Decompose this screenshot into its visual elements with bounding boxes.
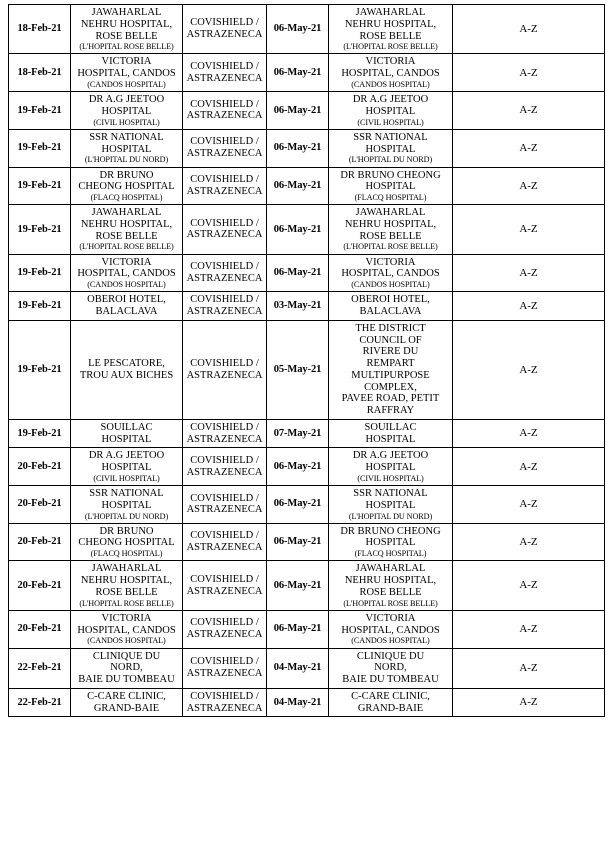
cell-vaccine-name xyxy=(183,5,267,54)
cell-vaccine-name xyxy=(183,486,267,524)
text-line: COVISHIELD / xyxy=(190,98,259,110)
table-row xyxy=(9,205,605,254)
cell-next-site xyxy=(329,688,453,717)
table-row xyxy=(9,648,605,688)
text-line: CLINIQUE DU xyxy=(356,650,425,662)
cell-vaccine-name xyxy=(183,523,267,561)
text-line: ASTRAZENECA xyxy=(186,702,263,714)
site-alias: (CIVIL HOSPITAL) xyxy=(93,117,160,127)
cell-vaccine-name xyxy=(183,648,267,688)
text-line: NEHRU HOSPITAL, xyxy=(344,18,437,30)
text-line: COVISHIELD / xyxy=(190,454,259,466)
text-line: JAWAHARLAL xyxy=(355,207,426,219)
cell-next-date: 03-May-21 xyxy=(267,292,329,321)
cell-vaccination-site xyxy=(71,54,183,92)
text-line: C-CARE CLINIC, xyxy=(351,690,430,702)
cell-next-site xyxy=(329,205,453,254)
site-alias: (FLACQ HOSPITAL) xyxy=(90,193,163,202)
text-line: VICTORIA xyxy=(101,612,152,624)
cell-next-site xyxy=(329,5,453,54)
cell-vaccination-site xyxy=(71,648,183,688)
cell-date-given: 19-Feb-21 xyxy=(9,254,71,292)
text-line: COVISHIELD / xyxy=(190,294,259,306)
table-row xyxy=(9,254,605,292)
text-line: DR A.G JEETOO xyxy=(88,94,165,106)
text-line: ASTRAZENECA xyxy=(186,185,263,197)
cell-vaccination-site xyxy=(71,254,183,292)
text-line: C-CARE CLINIC, xyxy=(87,690,166,702)
text-line: ASTRAZENECA xyxy=(186,369,263,381)
text-line: RIVERE DU xyxy=(362,346,419,358)
text-line: REMPART xyxy=(366,358,415,370)
cell-vaccination-site xyxy=(71,448,183,486)
cell-date-given: 19-Feb-21 xyxy=(9,419,71,448)
text-line: ROSE BELLE xyxy=(95,586,158,598)
table-row xyxy=(9,320,605,419)
site-alias: (CANDOS HOSPITAL) xyxy=(351,280,430,290)
cell-batch: A-Z xyxy=(453,254,605,292)
text-line: COVISHIELD / xyxy=(190,174,259,186)
cell-date-given: 19-Feb-21 xyxy=(9,92,71,130)
text-line: DR BRUNO xyxy=(99,169,154,181)
cell-next-site xyxy=(329,129,453,167)
text-line: NEHRU HOSPITAL, xyxy=(80,18,173,30)
site-alias: (CANDOS HOSPITAL) xyxy=(87,79,166,89)
cell-date-given: 20-Feb-21 xyxy=(9,486,71,524)
text-line: ROSE BELLE xyxy=(359,586,422,598)
cell-next-site xyxy=(329,254,453,292)
table-row xyxy=(9,486,605,524)
text-line: HOSPITAL, CANDOS xyxy=(77,624,176,636)
cell-batch: A-Z xyxy=(453,292,605,321)
cell-batch: A-Z xyxy=(453,648,605,688)
cell-vaccination-site xyxy=(71,419,183,448)
cell-date-given: 19-Feb-21 xyxy=(9,320,71,419)
cell-batch: A-Z xyxy=(453,486,605,524)
cell-vaccination-site xyxy=(71,688,183,717)
text-line: DR A.G JEETOO xyxy=(88,450,165,462)
cell-next-site xyxy=(329,54,453,92)
cell-vaccine-name xyxy=(183,54,267,92)
text-line: COVISHIELD / xyxy=(190,573,259,585)
cell-date-given: 20-Feb-21 xyxy=(9,448,71,486)
cell-vaccine-name xyxy=(183,561,267,610)
cell-next-date: 06-May-21 xyxy=(267,167,329,205)
text-line: ASTRAZENECA xyxy=(186,504,263,516)
text-line: OBEROI HOTEL, xyxy=(351,294,430,306)
text-line: SOUILLAC xyxy=(100,421,153,433)
table-row xyxy=(9,523,605,561)
cell-next-site xyxy=(329,523,453,561)
cell-date-given: 19-Feb-21 xyxy=(9,292,71,321)
cell-next-site xyxy=(329,486,453,524)
site-alias: (L'HOPITAL ROSE BELLE) xyxy=(343,242,438,252)
text-line: NEHRU HOSPITAL, xyxy=(80,218,173,230)
cell-vaccine-name xyxy=(183,419,267,448)
text-line: JAWAHARLAL xyxy=(91,207,162,219)
text-line: ROSE BELLE xyxy=(359,30,422,42)
site-alias: (L'HOPITAL ROSE BELLE) xyxy=(343,42,438,52)
text-line: OBEROI HOTEL, xyxy=(87,294,166,306)
text-line: DR BRUNO xyxy=(99,525,154,537)
site-alias: (L'HOPITAL DU NORD) xyxy=(348,511,433,521)
text-line: HOSPITAL, CANDOS xyxy=(341,268,440,280)
site-alias: (L'HOPITAL DU NORD) xyxy=(84,155,169,165)
text-line: HOSPITAL xyxy=(101,499,152,511)
text-line: VICTORIA xyxy=(101,256,152,268)
table-row xyxy=(9,5,605,54)
text-line: LE PESCATORE, xyxy=(88,358,165,370)
table-row xyxy=(9,54,605,92)
text-line: BAIE DU TOMBEAU xyxy=(342,674,439,685)
text-line: DR A.G JEETOO xyxy=(352,450,429,462)
text-line: CHEONG HOSPITAL xyxy=(78,181,175,193)
cell-batch: A-Z xyxy=(453,419,605,448)
site-alias: (CANDOS HOSPITAL) xyxy=(87,636,166,646)
cell-vaccination-site xyxy=(71,167,183,205)
table-row xyxy=(9,129,605,167)
cell-vaccine-name xyxy=(183,254,267,292)
site-alias: (L'HOPITAL ROSE BELLE) xyxy=(79,598,174,608)
site-alias: (L'HOPITAL DU NORD) xyxy=(84,511,169,521)
text-line: VICTORIA xyxy=(365,56,416,68)
cell-next-date: 06-May-21 xyxy=(267,448,329,486)
vaccination-schedule-table xyxy=(8,4,605,717)
site-alias: (CIVIL HOSPITAL) xyxy=(357,473,424,483)
text-line: ASTRAZENECA xyxy=(186,110,263,122)
cell-vaccine-name xyxy=(183,205,267,254)
text-line: HOSPITAL, CANDOS xyxy=(77,268,176,280)
text-line: CHEONG HOSPITAL xyxy=(78,537,175,549)
cell-date-given: 19-Feb-21 xyxy=(9,129,71,167)
cell-vaccination-site xyxy=(71,92,183,130)
text-line: BAIE DU TOMBEAU xyxy=(78,674,175,685)
cell-batch: A-Z xyxy=(453,523,605,561)
text-line: DR BRUNO CHEONG xyxy=(340,169,441,181)
table-row xyxy=(9,448,605,486)
text-line: ASTRAZENECA xyxy=(186,72,263,84)
text-line: ASTRAZENECA xyxy=(186,306,263,318)
cell-next-site xyxy=(329,648,453,688)
text-line: COVISHIELD / xyxy=(190,61,259,73)
cell-next-date: 06-May-21 xyxy=(267,486,329,524)
text-line: HOSPITAL, CANDOS xyxy=(341,68,440,80)
text-line: HOSPITAL xyxy=(365,462,416,474)
text-line: ASTRAZENECA xyxy=(186,272,263,284)
text-line: COUNCIL OF xyxy=(359,334,422,346)
text-line: ASTRAZENECA xyxy=(186,433,263,445)
text-line: NEHRU HOSPITAL, xyxy=(344,218,437,230)
cell-date-given: 20-Feb-21 xyxy=(9,561,71,610)
cell-next-site xyxy=(329,448,453,486)
text-line: COMPLEX, xyxy=(364,381,417,393)
cell-batch: A-Z xyxy=(453,320,605,419)
text-line: NORD, xyxy=(374,662,407,674)
cell-next-site xyxy=(329,167,453,205)
cell-batch: A-Z xyxy=(453,54,605,92)
cell-next-site xyxy=(329,292,453,321)
cell-next-site xyxy=(329,419,453,448)
text-line: JAWAHARLAL xyxy=(91,563,162,575)
cell-vaccine-name xyxy=(183,292,267,321)
cell-vaccination-site xyxy=(71,523,183,561)
cell-date-given: 20-Feb-21 xyxy=(9,610,71,648)
text-line: NEHRU HOSPITAL, xyxy=(80,575,173,587)
table-row xyxy=(9,167,605,205)
cell-vaccination-site xyxy=(71,129,183,167)
text-line: ROSE BELLE xyxy=(359,230,422,242)
text-line: BALACLAVA xyxy=(359,306,422,318)
table-row xyxy=(9,292,605,321)
text-line: JAWAHARLAL xyxy=(91,7,162,18)
cell-batch: A-Z xyxy=(453,167,605,205)
cell-next-site xyxy=(329,610,453,648)
cell-date-given: 19-Feb-21 xyxy=(9,167,71,205)
text-line: GRAND-BAIE xyxy=(93,702,160,714)
text-line: ROSE BELLE xyxy=(95,30,158,42)
cell-vaccine-name xyxy=(183,320,267,419)
text-line: COVISHIELD / xyxy=(190,261,259,273)
cell-vaccine-name xyxy=(183,448,267,486)
site-alias: (L'HOPITAL ROSE BELLE) xyxy=(343,598,438,608)
text-line: JAWAHARLAL xyxy=(355,563,426,575)
cell-vaccination-site xyxy=(71,486,183,524)
site-alias: (FLACQ HOSPITAL) xyxy=(354,549,427,559)
cell-batch: A-Z xyxy=(453,610,605,648)
text-line: HOSPITAL xyxy=(365,181,416,193)
table-body xyxy=(9,5,605,717)
text-line: PAVEE ROAD, PETIT xyxy=(341,393,440,405)
site-alias: (L'HOPITAL ROSE BELLE) xyxy=(79,242,174,252)
cell-next-date: 05-May-21 xyxy=(267,320,329,419)
cell-vaccine-name xyxy=(183,610,267,648)
cell-next-date: 06-May-21 xyxy=(267,92,329,130)
cell-batch: A-Z xyxy=(453,561,605,610)
site-alias: (L'HOPITAL ROSE BELLE) xyxy=(79,42,174,52)
site-alias: (CIVIL HOSPITAL) xyxy=(357,117,424,127)
cell-batch: A-Z xyxy=(453,92,605,130)
cell-vaccination-site xyxy=(71,205,183,254)
site-alias: (FLACQ HOSPITAL) xyxy=(354,193,427,202)
cell-next-date: 06-May-21 xyxy=(267,129,329,167)
cell-vaccination-site xyxy=(71,292,183,321)
text-line: HOSPITAL xyxy=(365,143,416,155)
text-line: COVISHIELD / xyxy=(190,217,259,229)
site-alias: (CANDOS HOSPITAL) xyxy=(351,79,430,89)
text-line: TROU AUX BICHES xyxy=(79,369,174,381)
cell-vaccine-name xyxy=(183,167,267,205)
text-line: HOSPITAL xyxy=(365,105,416,117)
text-line: HOSPITAL xyxy=(365,537,416,549)
cell-vaccination-site xyxy=(71,561,183,610)
table-row xyxy=(9,561,605,610)
site-alias: (CIVIL HOSPITAL) xyxy=(93,473,160,483)
cell-next-date: 06-May-21 xyxy=(267,5,329,54)
text-line: ASTRAZENECA xyxy=(186,585,263,597)
site-alias: (CANDOS HOSPITAL) xyxy=(351,636,430,646)
cell-date-given: 19-Feb-21 xyxy=(9,205,71,254)
cell-vaccine-name xyxy=(183,688,267,717)
text-line: HOSPITAL xyxy=(101,433,152,445)
cell-date-given: 20-Feb-21 xyxy=(9,523,71,561)
cell-date-given: 18-Feb-21 xyxy=(9,5,71,54)
text-line: DR A.G JEETOO xyxy=(352,94,429,106)
text-line: HOSPITAL, CANDOS xyxy=(341,624,440,636)
cell-vaccination-site xyxy=(71,5,183,54)
cell-next-site xyxy=(329,561,453,610)
cell-next-date: 06-May-21 xyxy=(267,523,329,561)
cell-vaccine-name xyxy=(183,129,267,167)
cell-next-date: 06-May-21 xyxy=(267,610,329,648)
text-line: HOSPITAL xyxy=(101,105,152,117)
cell-next-site xyxy=(329,92,453,130)
cell-vaccination-site xyxy=(71,610,183,648)
text-line: COVISHIELD / xyxy=(190,136,259,148)
site-alias: (CANDOS HOSPITAL) xyxy=(87,280,166,290)
text-line: ASTRAZENECA xyxy=(186,29,263,41)
table-row xyxy=(9,419,605,448)
cell-next-date: 06-May-21 xyxy=(267,561,329,610)
table-row xyxy=(9,92,605,130)
cell-next-date: 06-May-21 xyxy=(267,205,329,254)
text-line: RAFFRAY xyxy=(366,405,415,417)
cell-date-given: 18-Feb-21 xyxy=(9,54,71,92)
text-line: COVISHIELD / xyxy=(190,421,259,433)
text-line: ASTRAZENECA xyxy=(186,229,263,241)
text-line: HOSPITAL xyxy=(365,499,416,511)
cell-vaccine-name xyxy=(183,92,267,130)
text-line: ASTRAZENECA xyxy=(186,466,263,478)
text-line: ASTRAZENECA xyxy=(186,542,263,554)
text-line: COVISHIELD / xyxy=(190,656,259,668)
text-line: HOSPITAL xyxy=(101,143,152,155)
text-line: BALACLAVA xyxy=(95,306,158,318)
text-line: COVISHIELD / xyxy=(190,358,259,370)
site-alias: (FLACQ HOSPITAL) xyxy=(90,549,163,559)
text-line: ROSE BELLE xyxy=(95,230,158,242)
cell-batch: A-Z xyxy=(453,448,605,486)
text-line: ASTRAZENECA xyxy=(186,148,263,160)
table-row xyxy=(9,610,605,648)
cell-vaccination-site xyxy=(71,320,183,419)
table-row xyxy=(9,688,605,717)
text-line: JAWAHARLAL xyxy=(355,7,426,18)
text-line: COVISHIELD / xyxy=(190,690,259,702)
cell-next-date: 04-May-21 xyxy=(267,648,329,688)
text-line: ASTRAZENECA xyxy=(186,668,263,680)
text-line: DR BRUNO CHEONG xyxy=(340,525,441,537)
cell-batch: A-Z xyxy=(453,5,605,54)
cell-next-site xyxy=(329,320,453,419)
text-line: NORD, xyxy=(110,662,143,674)
text-line: SOUILLAC xyxy=(364,421,417,433)
site-alias: (L'HOPITAL DU NORD) xyxy=(348,155,433,165)
text-line: HOSPITAL, CANDOS xyxy=(77,68,176,80)
text-line: COVISHIELD / xyxy=(190,530,259,542)
cell-batch: A-Z xyxy=(453,688,605,717)
text-line: SSR NATIONAL xyxy=(89,131,164,143)
cell-batch: A-Z xyxy=(453,205,605,254)
text-line: COVISHIELD / xyxy=(190,617,259,629)
text-line: NEHRU HOSPITAL, xyxy=(344,575,437,587)
cell-next-date: 04-May-21 xyxy=(267,688,329,717)
text-line: CLINIQUE DU xyxy=(92,650,161,662)
cell-date-given: 22-Feb-21 xyxy=(9,688,71,717)
text-line: SSR NATIONAL xyxy=(353,131,428,143)
text-line: VICTORIA xyxy=(365,612,416,624)
text-line: COVISHIELD / xyxy=(190,17,259,29)
cell-date-given: 22-Feb-21 xyxy=(9,648,71,688)
text-line: COVISHIELD / xyxy=(190,492,259,504)
cell-next-date: 06-May-21 xyxy=(267,54,329,92)
text-line: GRAND-BAIE xyxy=(357,702,424,714)
text-line: MULTIPURPOSE xyxy=(351,369,430,381)
cell-next-date: 06-May-21 xyxy=(267,254,329,292)
text-line: HOSPITAL xyxy=(365,433,416,445)
cell-batch: A-Z xyxy=(453,129,605,167)
text-line: VICTORIA xyxy=(365,256,416,268)
text-line: VICTORIA xyxy=(101,56,152,68)
text-line: SSR NATIONAL xyxy=(89,488,164,499)
cell-next-date: 07-May-21 xyxy=(267,419,329,448)
text-line: HOSPITAL xyxy=(101,462,152,474)
text-line: SSR NATIONAL xyxy=(353,488,428,499)
text-line: THE DISTRICT xyxy=(355,322,426,334)
text-line: ASTRAZENECA xyxy=(186,629,263,641)
